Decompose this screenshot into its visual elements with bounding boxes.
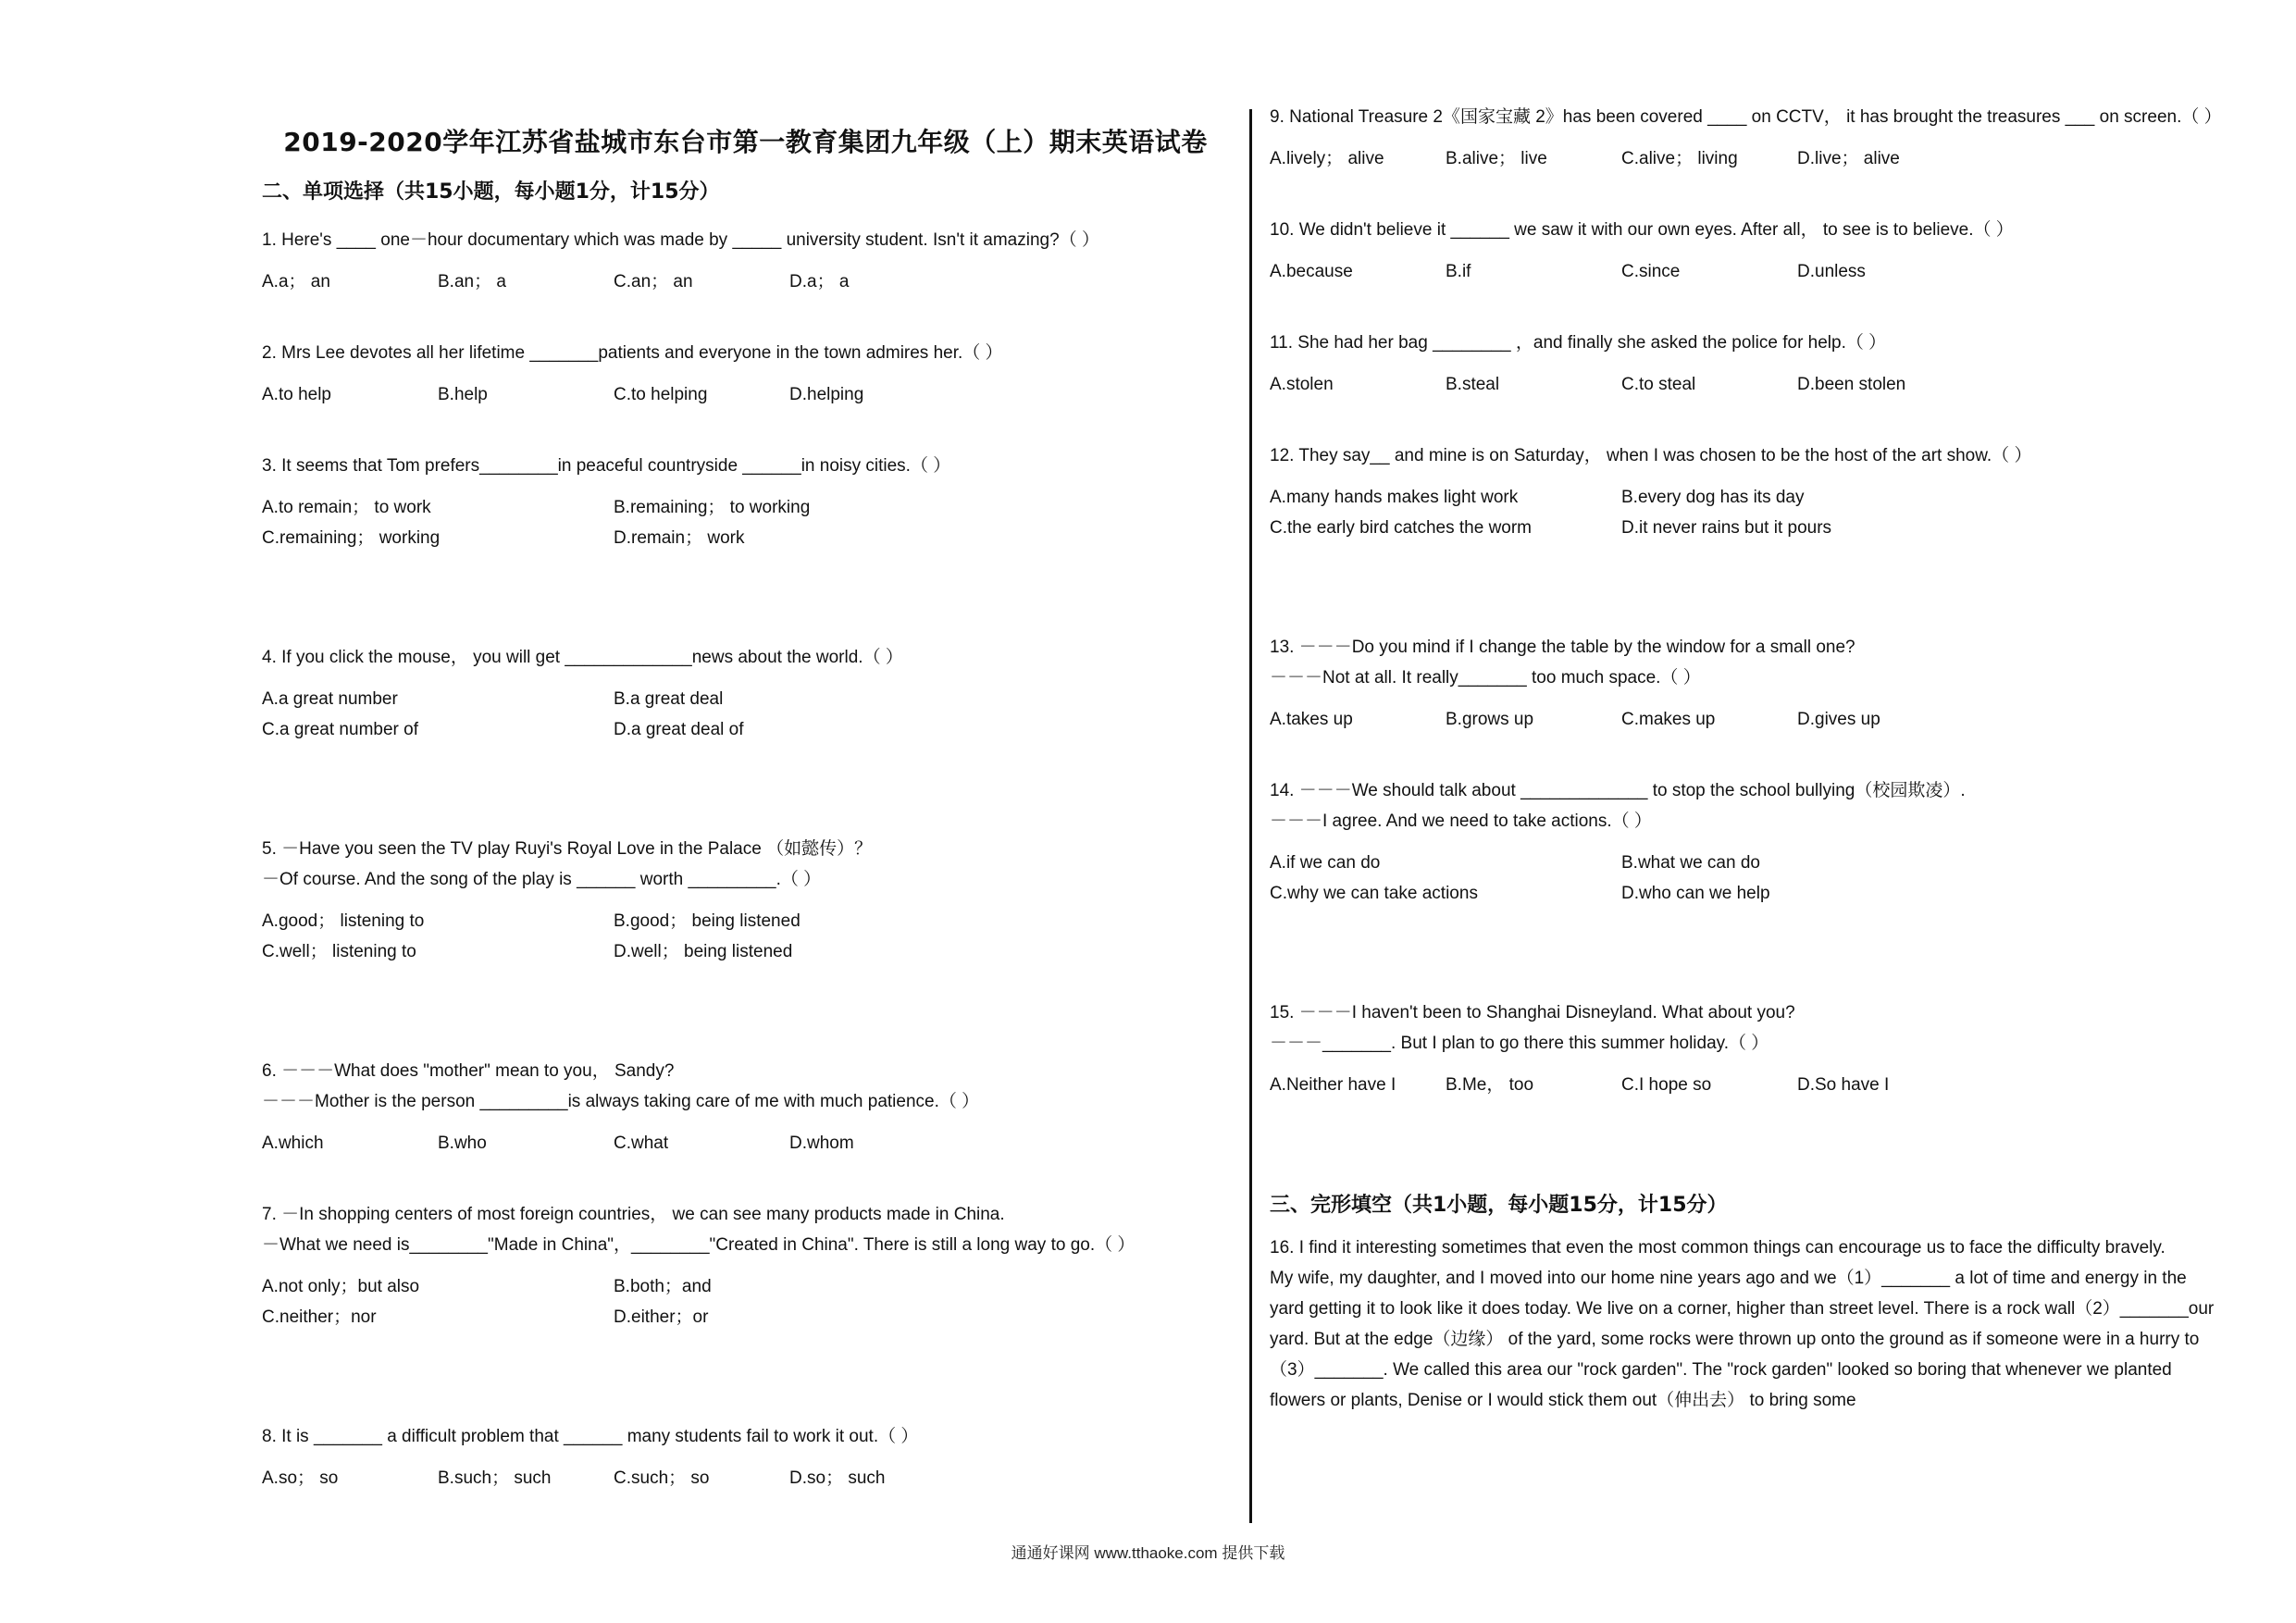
option-list — [262, 379, 1229, 410]
question-4 — [262, 642, 1229, 745]
answer-option[interactable]: B.help — [438, 385, 488, 404]
answer-option[interactable]: C.well； listening to — [262, 942, 416, 961]
column-divider — [1249, 109, 1252, 1523]
answer-option[interactable]: B.every dog has its day — [1621, 488, 1805, 507]
answer-option[interactable]: C.the early bird catches the worm — [1270, 518, 1533, 538]
option-list — [262, 492, 1229, 553]
question-stem: －What we need is________"Made in China"，________"Created in China". There is still a long way to go.（ ） — [262, 1235, 1136, 1255]
option-list — [1270, 143, 2223, 174]
answer-option[interactable]: A.good； listening to — [262, 911, 425, 931]
answer-option[interactable]: A.so； so — [262, 1468, 339, 1488]
option-list — [1270, 704, 2223, 735]
left-question-list — [262, 225, 1229, 1493]
option-list — [1270, 1070, 2223, 1100]
answer-option[interactable]: C.alive； living — [1621, 149, 1738, 168]
question-6 — [262, 1056, 1229, 1158]
question-15 — [1270, 997, 2223, 1100]
question-7 — [262, 1199, 1229, 1332]
answer-option[interactable]: C.such； so — [614, 1468, 710, 1488]
option-list — [262, 266, 1229, 297]
option-list — [1270, 482, 2223, 543]
answer-option[interactable]: D.who can we help — [1621, 884, 1770, 903]
answer-option[interactable]: D.gives up — [1797, 710, 1880, 729]
answer-option[interactable]: A.stolen — [1270, 375, 1334, 394]
question-stem: 8. It is _______ a difficult problem that ______ many students fail to work it out.（ ） — [262, 1427, 919, 1446]
question-13 — [1270, 632, 2223, 735]
question-14 — [1270, 775, 2223, 909]
footer-text: 通通好课网 www.tthaoke.com 提供下载 — [1011, 1544, 1285, 1562]
right-column — [1270, 102, 2223, 1416]
answer-option[interactable]: A.many hands makes light work — [1270, 488, 1519, 507]
question-stem: 10. We didn't believe it ______ we saw it with our own eyes. After all， to see is to believe.（ ） — [1270, 220, 2014, 240]
cloze-passage — [1270, 1233, 2223, 1416]
option-list — [262, 684, 1229, 745]
answer-option[interactable]: C.neither；nor — [262, 1307, 377, 1327]
answer-option[interactable]: C.what — [614, 1134, 669, 1153]
question-5 — [262, 834, 1229, 967]
option-list — [262, 1128, 1229, 1158]
question-stem: 1. Here's ____ one－hour documentary which was made by _____ university student. Isn't it amazing?（ ） — [262, 230, 1099, 250]
answer-option[interactable]: A.to remain； to work — [262, 498, 431, 517]
answer-option[interactable]: B.what we can do — [1621, 853, 1760, 873]
answer-option[interactable]: B.a great deal — [614, 689, 724, 709]
answer-option[interactable]: C.why we can take actions — [1270, 884, 1478, 903]
answer-option[interactable]: D.whom — [789, 1134, 854, 1153]
answer-option[interactable]: B.Me， too — [1446, 1075, 1534, 1095]
question-3 — [262, 451, 1229, 553]
question-1 — [262, 225, 1229, 297]
answer-option[interactable]: C.a great number of — [262, 720, 418, 739]
answer-option[interactable]: D.a great deal of — [614, 720, 744, 739]
question-stem: 6. －－－What does "mother" mean to you， Sandy? — [262, 1061, 675, 1081]
option-list — [262, 906, 1229, 967]
answer-option[interactable]: D.a； a — [789, 272, 850, 291]
answer-option[interactable]: C.an； an — [614, 272, 693, 291]
answer-option[interactable]: A.a great number — [262, 689, 398, 709]
answer-option[interactable]: D.well； being listened — [614, 942, 793, 961]
answer-option[interactable]: A.which — [262, 1134, 324, 1153]
option-list — [1270, 369, 2223, 400]
option-list — [1270, 256, 2223, 287]
answer-option[interactable]: B.such； such — [438, 1468, 552, 1488]
answer-option[interactable]: A.lively； alive — [1270, 149, 1384, 168]
answer-option[interactable]: C.I hope so — [1621, 1075, 1712, 1095]
question-stem: 2. Mrs Lee devotes all her lifetime _______patients and everyone in the town admires her.（ ） — [262, 343, 1003, 363]
question-2 — [262, 338, 1229, 410]
left-column — [262, 102, 1229, 1534]
question-stem: －－－Not at all. It really_______ too much space.（ ） — [1270, 668, 1701, 688]
answer-option[interactable]: D.so； such — [789, 1468, 886, 1488]
answer-option[interactable]: B.remaining； to working — [614, 498, 811, 517]
question-11 — [1270, 328, 2223, 400]
question-stem: 4. If you click the mouse， you will get _____________news about the world.（ ） — [262, 648, 903, 667]
option-list — [262, 1463, 1229, 1493]
question-stem: －Of course. And the song of the play is ______ worth _________.（ ） — [262, 870, 822, 889]
answer-option[interactable]: C.to steal — [1621, 375, 1696, 394]
answer-option[interactable]: D.been stolen — [1797, 375, 1906, 394]
answer-option[interactable]: D.unless — [1797, 262, 1866, 281]
answer-option[interactable]: B.alive； live — [1446, 149, 1547, 168]
answer-option[interactable]: D.So have I — [1797, 1075, 1890, 1095]
answer-option[interactable]: A.takes up — [1270, 710, 1353, 729]
question-stem: －－－_______. But I plan to go there this summer holiday.（ ） — [1270, 1034, 1769, 1053]
question-10 — [1270, 215, 2223, 287]
exam-title: 2019-2020学年江苏省盐城市东台市第一教育集团九年级（上）期末英语试卷 — [283, 127, 1208, 157]
passage-paragraph: My wife, my daughter, and I moved into our home nine years ago and we（1）_______ a lot of time and energy in the yard getting it to look like it does today. We live on a corner, higher than street level. There is a rock wall（2）_______our yard. But at the edge（边缘） of the yard, some rocks were thrown up onto the ground as if someone were in a hurry to（3）_______. We called this area our "rock garden". The "rock garden" looked so boring that whenever we planted flowers or plants, Denise or I would stick them out（伸出去） to bring some — [1270, 1269, 2215, 1410]
answer-option[interactable]: B.good； being listened — [614, 911, 800, 931]
answer-option[interactable]: D.it never rains but it pours — [1621, 518, 1832, 538]
answer-option[interactable]: B.grows up — [1446, 710, 1534, 729]
answer-option[interactable]: A.not only；but also — [262, 1277, 420, 1296]
section-cloze-heading: 三、完形填空（共1小题，每小题15分，计15分） — [1270, 1194, 1728, 1217]
question-stem: 11. She had her bag ________ ，and finally she asked the police for help.（ ） — [1270, 333, 1887, 353]
question-12 — [1270, 440, 2223, 543]
question-stem: 9. National Treasure 2《国家宝藏 2》has been covered ____ on CCTV， it has brought the treasures ___ on screen.（ ） — [1270, 107, 2222, 127]
question-stem: －－－Mother is the person _________is always taking care of me with much patience.（ ） — [262, 1092, 980, 1111]
answer-option[interactable]: B.steal — [1446, 375, 1500, 394]
question-stem: －－－I agree. And we need to take actions.（ ） — [1270, 812, 1652, 831]
question-stem: 12. They say__ and mine is on Saturday， when I was chosen to be the host of the art show.（ ） — [1270, 446, 2032, 465]
answer-option[interactable]: A.a； an — [262, 272, 330, 291]
question-9 — [1270, 102, 2223, 174]
option-list — [1270, 848, 2223, 909]
answer-option[interactable]: C.remaining； working — [262, 528, 441, 548]
answer-option[interactable]: D.helping — [789, 385, 864, 404]
section-multiple-choice-heading: 二、单项选择（共15小题，每小题1分，计15分） — [262, 180, 720, 204]
question-stem: 14. －－－We should talk about _____________ to stop the school bullying（校园欺凌）. — [1270, 781, 1966, 800]
passage-paragraph: 16. I find it interesting sometimes that even the most common things can encourage us to face the difficulty bravely. — [1270, 1238, 2166, 1258]
question-stem: 15. －－－I haven't been to Shanghai Disneyland. What about you? — [1270, 1003, 1795, 1022]
answer-option[interactable]: D.live； alive — [1797, 149, 1900, 168]
answer-option[interactable]: A.Neither have I — [1270, 1075, 1396, 1095]
answer-option[interactable]: B.both；and — [614, 1277, 712, 1296]
question-8 — [262, 1421, 1229, 1493]
answer-option[interactable]: A.because — [1270, 262, 1353, 281]
question-stem: 3. It seems that Tom prefers________in peaceful countryside ______in noisy cities.（ ） — [262, 456, 951, 476]
answer-option[interactable]: B.an； a — [438, 272, 506, 291]
question-stem: 5. －Have you seen the TV play Ruyi's Royal Love in the Palace （如懿传）？ — [262, 839, 873, 859]
answer-option[interactable]: A.to help — [262, 385, 331, 404]
answer-option[interactable]: C.makes up — [1621, 710, 1716, 729]
right-question-list — [1270, 102, 2223, 1100]
answer-option[interactable]: C.to helping — [614, 385, 708, 404]
answer-option[interactable]: B.if — [1446, 262, 1471, 281]
answer-option[interactable]: C.since — [1621, 262, 1681, 281]
question-stem: 13. －－－Do you mind if I change the table by the window for a small one? — [1270, 638, 1855, 657]
answer-option[interactable]: A.if we can do — [1270, 853, 1381, 873]
answer-option[interactable]: D.remain； work — [614, 528, 745, 548]
option-list — [262, 1271, 1229, 1332]
question-stem: 7. －In shopping centers of most foreign countries， we can see many products made in China. — [262, 1205, 1005, 1224]
answer-option[interactable]: B.who — [438, 1134, 487, 1153]
answer-option[interactable]: D.either；or — [614, 1307, 709, 1327]
